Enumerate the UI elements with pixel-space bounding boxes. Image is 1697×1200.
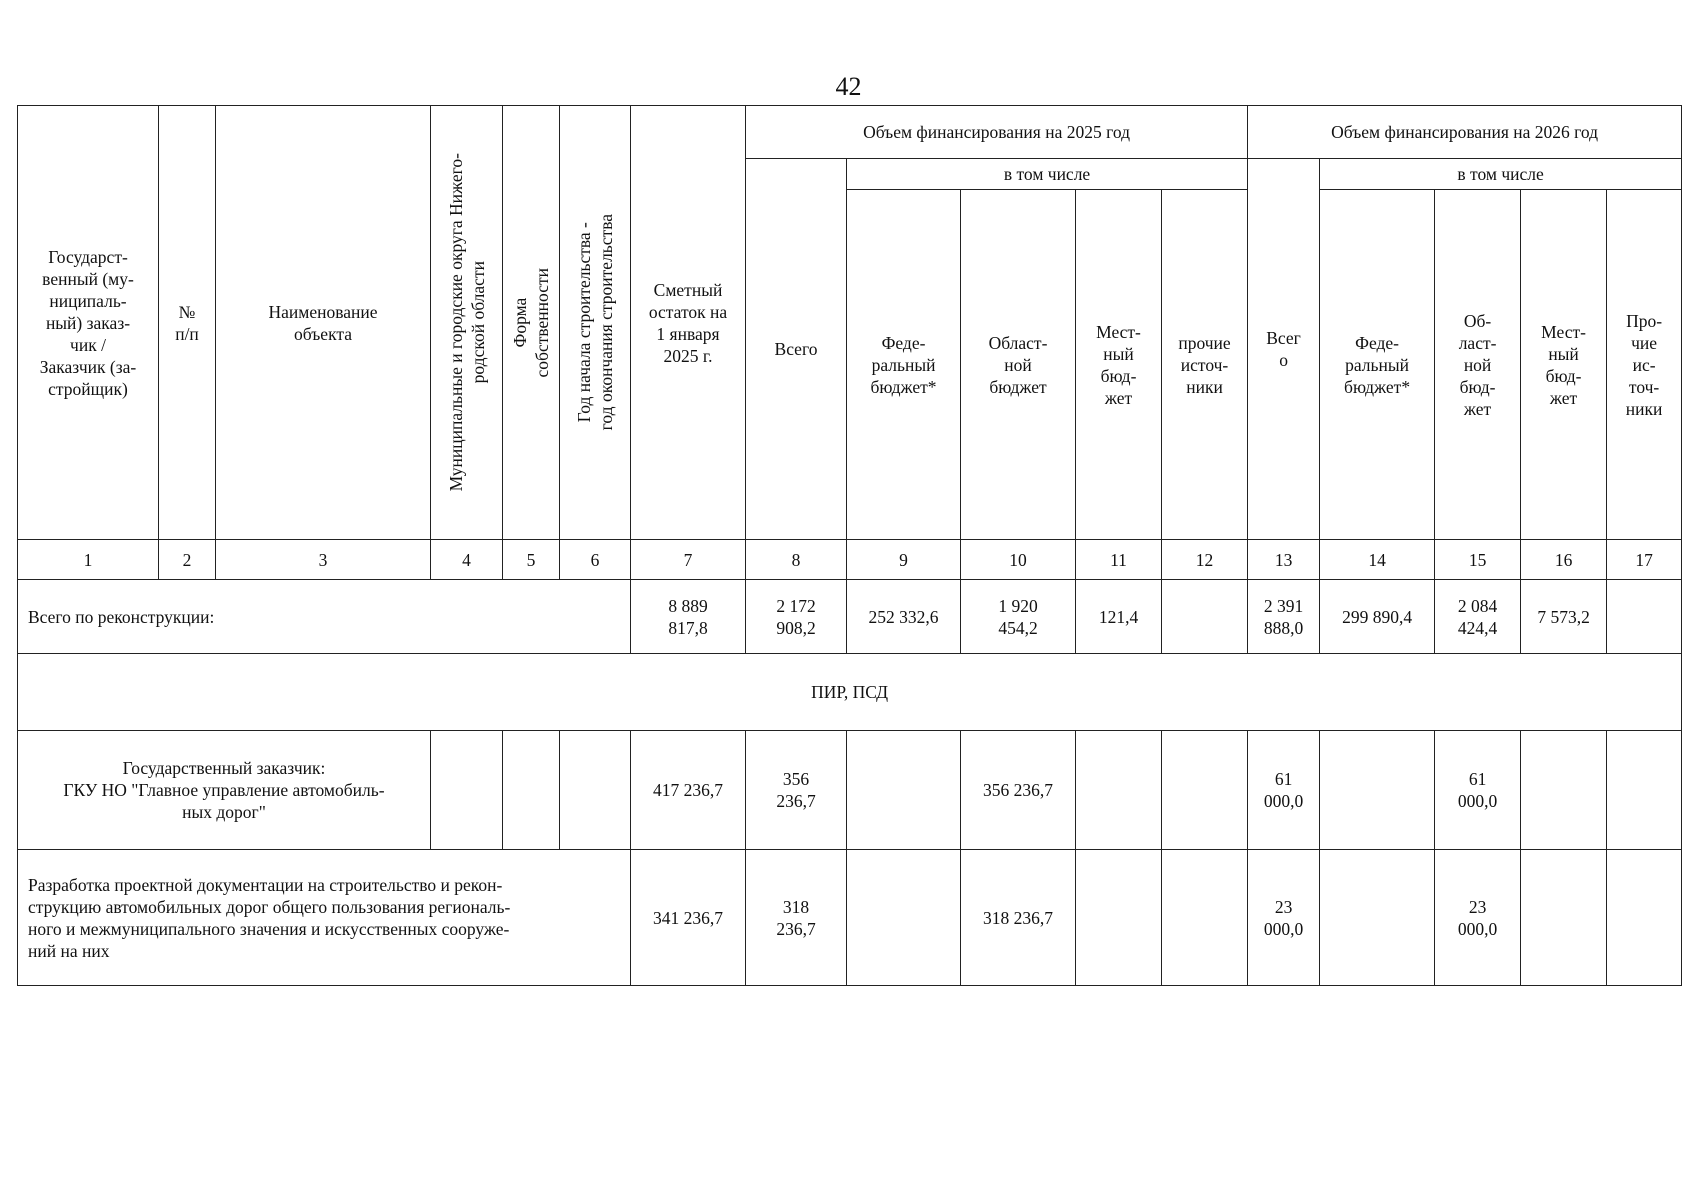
cell-c8: 318 236,7 <box>746 850 847 986</box>
header-financing-2025: Объем финансирования на 2025 год <box>746 106 1248 159</box>
header-estimated-balance: Сметный остаток на 1 января 2025 г. <box>631 106 746 540</box>
cell-c14: 299 890,4 <box>1320 580 1435 654</box>
page-number: 42 <box>835 72 862 101</box>
cell-c15: 23 000,0 <box>1435 850 1521 986</box>
column-number-row <box>18 540 1682 580</box>
col-number: 15 <box>1435 540 1521 580</box>
col-number: 4 <box>431 540 503 580</box>
cell-c17 <box>1607 731 1682 850</box>
col-number: 2 <box>159 540 216 580</box>
col-number: 16 <box>1521 540 1607 580</box>
cell-c11: 121,4 <box>1076 580 1162 654</box>
cell-c7: 417 236,7 <box>631 731 746 850</box>
cell-c9 <box>847 850 961 986</box>
cell-c13: 2 391 888,0 <box>1248 580 1320 654</box>
col-number: 9 <box>847 540 961 580</box>
cell-c13: 61 000,0 <box>1248 731 1320 850</box>
header-local-2025: Мест- ный бюд- жет <box>1076 190 1162 540</box>
cell-c9: 252 332,6 <box>847 580 961 654</box>
cell-c16: 7 573,2 <box>1521 580 1607 654</box>
cell-c11 <box>1076 850 1162 986</box>
header-total-2025: Всего <box>746 159 847 540</box>
cell-c9 <box>847 731 961 850</box>
cell-c7: 8 889 817,8 <box>631 580 746 654</box>
total-label: Всего по реконструкции: <box>18 580 631 654</box>
col-number: 12 <box>1162 540 1248 580</box>
header-years: Год начала строительства - год окончания строительства <box>560 106 631 540</box>
cell-c12 <box>1162 850 1248 986</box>
col-number: 5 <box>503 540 560 580</box>
cell-c10: 356 236,7 <box>961 731 1076 850</box>
col-number: 10 <box>961 540 1076 580</box>
cell-c6 <box>560 731 631 850</box>
col-number: 8 <box>746 540 847 580</box>
table-row-total <box>18 580 1682 654</box>
header-total-2026: Всег о <box>1248 159 1320 540</box>
header-other-2026: Про- чие ис- точ- ники <box>1607 190 1682 540</box>
cell-c12 <box>1162 731 1248 850</box>
cell-c12 <box>1162 580 1248 654</box>
cell-c10: 1 920 454,2 <box>961 580 1076 654</box>
col-number: 1 <box>18 540 159 580</box>
header-other-2025: прочие источ- ники <box>1162 190 1248 540</box>
cell-c17 <box>1607 850 1682 986</box>
cell-c8: 356 236,7 <box>746 731 847 850</box>
col-number: 3 <box>216 540 431 580</box>
col-number: 17 <box>1607 540 1682 580</box>
col-number: 6 <box>560 540 631 580</box>
table-row-section <box>18 654 1682 731</box>
header-ownership: Форма собственности <box>503 106 560 540</box>
table-row-customer <box>18 731 1682 850</box>
header-regional-2026: Об- ласт- ной бюд- жет <box>1435 190 1521 540</box>
header-municipality: Муниципальные и городские округа Нижего- родской области <box>431 106 503 540</box>
header-federal-2025: Феде- ральный бюджет* <box>847 190 961 540</box>
header-local-2026: Мест- ный бюд- жет <box>1521 190 1607 540</box>
cell-c5 <box>503 731 560 850</box>
cell-c11 <box>1076 731 1162 850</box>
cell-c16 <box>1521 731 1607 850</box>
cell-c10: 318 236,7 <box>961 850 1076 986</box>
cell-c13: 23 000,0 <box>1248 850 1320 986</box>
header-federal-2026: Феде- ральный бюджет* <box>1320 190 1435 540</box>
header-financing-2026: Объем финансирования на 2026 год <box>1248 106 1682 159</box>
design-label: Разработка проектной документации на строительство и рекон- струкцию автомобильных дорог общего пользования региональ- ного и межмуниципального значения и искусственных сооруже- ний на них <box>18 850 631 986</box>
col-number: 13 <box>1248 540 1320 580</box>
cell-c4 <box>431 731 503 850</box>
cell-c16 <box>1521 850 1607 986</box>
cell-c17 <box>1607 580 1682 654</box>
cell-c15: 61 000,0 <box>1435 731 1521 850</box>
section-title: ПИР, ПСД <box>18 654 1682 731</box>
cell-c8: 2 172 908,2 <box>746 580 847 654</box>
col-number: 14 <box>1320 540 1435 580</box>
header-including-2026: в том числе <box>1320 159 1682 190</box>
header-regional-2025: Област- ной бюджет <box>961 190 1076 540</box>
table-row-design <box>18 850 1682 986</box>
header-object-name: Наименование объекта <box>216 106 431 540</box>
customer-label: Государственный заказчик: ГКУ НО "Главное управление автомобиль- ных дорог" <box>18 731 431 850</box>
cell-c14 <box>1320 850 1435 986</box>
header-including-2025: в том числе <box>847 159 1248 190</box>
cell-c15: 2 084 424,4 <box>1435 580 1521 654</box>
col-number: 11 <box>1076 540 1162 580</box>
financing-table <box>17 105 1682 986</box>
cell-c7: 341 236,7 <box>631 850 746 986</box>
header-customer: Государст- венный (му- ниципаль- ный) заказ- чик / Заказчик (за- стройщик) <box>18 106 159 540</box>
header-num: № п/п <box>159 106 216 540</box>
cell-c14 <box>1320 731 1435 850</box>
col-number: 7 <box>631 540 746 580</box>
